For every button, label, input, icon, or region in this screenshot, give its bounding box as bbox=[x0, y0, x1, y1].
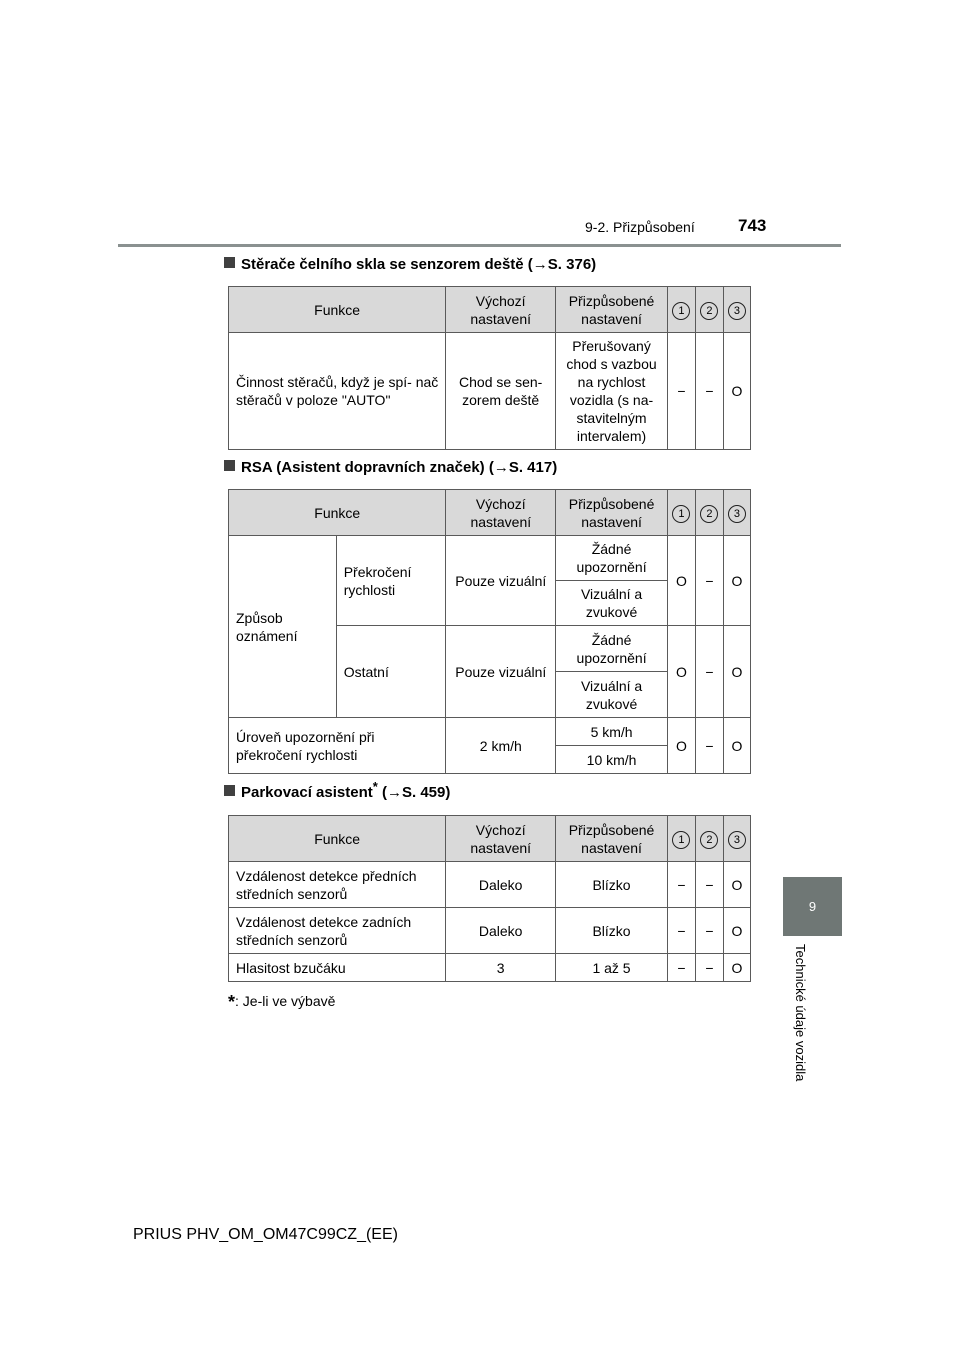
cell-c1: − bbox=[667, 333, 695, 450]
section-title-rsa: RSA (Asistent dopravních značek) (→S. 417) bbox=[224, 459, 557, 476]
table-rsa bbox=[228, 489, 751, 774]
col-2 bbox=[695, 490, 723, 536]
col-3 bbox=[723, 816, 750, 862]
cell-c1: O bbox=[668, 626, 696, 718]
col-funkce: Funkce bbox=[229, 287, 446, 333]
circled-2-icon: 2 bbox=[700, 505, 718, 523]
table-header-row bbox=[229, 490, 751, 536]
circled-3-icon: 3 bbox=[728, 302, 746, 320]
cell-vychozi: 3 bbox=[446, 954, 556, 982]
cell-c3: O bbox=[723, 908, 750, 954]
cell-group-label: Způsob oznámení bbox=[229, 536, 337, 718]
cell-option: 10 km/h bbox=[556, 746, 668, 774]
cell-c3: O bbox=[723, 626, 750, 718]
table-wipers bbox=[228, 286, 751, 450]
cell-vychozi: 2 km/h bbox=[446, 718, 556, 774]
section-title-wipers: Stěrače čelního skla se senzorem deště (→S. 376) bbox=[224, 256, 596, 273]
cell-c1: O bbox=[668, 536, 696, 626]
col-2 bbox=[695, 287, 723, 333]
cell-option: Žádné upozornění bbox=[556, 626, 668, 672]
cell-c1: − bbox=[667, 908, 695, 954]
col-2 bbox=[695, 816, 723, 862]
cell-vychozi: Daleko bbox=[446, 908, 556, 954]
cell-c3: O bbox=[723, 862, 750, 908]
circled-1-icon: 1 bbox=[672, 302, 690, 320]
cell-sub-label: Ostatní bbox=[336, 626, 446, 718]
cell-funkce: Činnost stěračů, když je spí- nač stěračů v poloze "AUTO" bbox=[229, 333, 446, 450]
cell-c3: O bbox=[723, 954, 750, 982]
cell-c2: − bbox=[695, 908, 723, 954]
cell-c2: − bbox=[695, 333, 723, 450]
col-funkce: Funkce bbox=[229, 816, 446, 862]
col-1 bbox=[667, 287, 695, 333]
cell-c2: − bbox=[695, 718, 723, 774]
col-prizpusobene: Přizpůsobené nastavení bbox=[556, 816, 668, 862]
cell-c2: − bbox=[695, 954, 723, 982]
chapter-label: Technické údaje vozidla bbox=[793, 944, 808, 1082]
cell-option: Vizuální a zvukové bbox=[556, 672, 668, 718]
footnote-star: * bbox=[372, 779, 378, 794]
cell-funkce: Vzdálenost detekce předních středních senzorů bbox=[229, 862, 446, 908]
footnote: *: Je-li ve výbavě bbox=[228, 992, 336, 1012]
bullet-square-icon bbox=[224, 785, 235, 796]
cell-vychozi: Chod se sen- zorem deště bbox=[446, 333, 556, 450]
page-number: 743 bbox=[738, 216, 767, 235]
footer-model-code: PRIUS PHV_OM_OM47C99CZ_(EE) bbox=[133, 1226, 398, 1243]
col-prizpusobene: Přizpůsobené nastavení bbox=[556, 287, 668, 333]
col-vychozi: Výchozí nastavení bbox=[446, 816, 556, 862]
table-row bbox=[229, 908, 751, 954]
header-divider bbox=[118, 244, 841, 247]
table-row bbox=[229, 536, 751, 581]
bullet-square-icon bbox=[224, 460, 235, 471]
bullet-square-icon bbox=[224, 257, 235, 268]
cell-vychozi: Pouze vizuální bbox=[446, 626, 556, 718]
cell-prizpusobene: Blízko bbox=[556, 908, 668, 954]
col-funkce: Funkce bbox=[229, 490, 446, 536]
section-heading: 9-2. Přizpůsobení bbox=[585, 219, 695, 235]
footnote-star: * bbox=[228, 992, 236, 1012]
cell-option: Žádné upozornění bbox=[556, 536, 668, 581]
cell-funkce: Vzdálenost detekce zadních středních senzorů bbox=[229, 908, 446, 954]
cell-vychozi: Pouze vizuální bbox=[446, 536, 556, 626]
cell-option: Vizuální a zvukové bbox=[556, 581, 668, 626]
cell-prizpusobene: Přerušovaný chod s vazbou na rychlost vozidla (s na- stavitelným intervalem) bbox=[556, 333, 668, 450]
circled-1-icon: 1 bbox=[672, 505, 690, 523]
table-row bbox=[229, 862, 751, 908]
col-vychozi: Výchozí nastavení bbox=[446, 490, 556, 536]
cell-c3: O bbox=[723, 536, 750, 626]
cell-sub-label: Překročení rychlosti bbox=[336, 536, 446, 626]
table-header-row bbox=[229, 287, 751, 333]
cell-prizpusobene: Blízko bbox=[556, 862, 668, 908]
cell-c3: O bbox=[723, 333, 750, 450]
table-parking bbox=[228, 815, 751, 982]
circled-3-icon: 3 bbox=[728, 505, 746, 523]
section-title-parking: Parkovací asistent* (→S. 459) bbox=[224, 784, 450, 801]
cell-funkce: Hlasitost bzučáku bbox=[229, 954, 446, 982]
circled-3-icon: 3 bbox=[728, 831, 746, 849]
cell-c2: − bbox=[695, 862, 723, 908]
cell-c1: O bbox=[668, 718, 696, 774]
col-3 bbox=[723, 287, 750, 333]
cell-c2: − bbox=[695, 626, 723, 718]
cell-vychozi: Daleko bbox=[446, 862, 556, 908]
col-vychozi: Výchozí nastavení bbox=[446, 287, 556, 333]
cell-option: 5 km/h bbox=[556, 718, 668, 746]
table-header-row bbox=[229, 816, 751, 862]
cell-c2: − bbox=[695, 536, 723, 626]
circled-2-icon: 2 bbox=[700, 302, 718, 320]
col-1 bbox=[668, 490, 696, 536]
col-1 bbox=[667, 816, 695, 862]
cell-funkce: Úroveň upozornění při překročení rychlosti bbox=[229, 718, 446, 774]
circled-1-icon: 1 bbox=[672, 831, 690, 849]
chapter-tab[interactable]: 9 bbox=[783, 877, 842, 936]
table-row bbox=[229, 333, 751, 450]
col-prizpusobene: Přizpůsobené nastavení bbox=[556, 490, 668, 536]
cell-c1: − bbox=[667, 862, 695, 908]
col-3 bbox=[723, 490, 750, 536]
cell-c1: − bbox=[667, 954, 695, 982]
circled-2-icon: 2 bbox=[700, 831, 718, 849]
cell-prizpusobene: 1 až 5 bbox=[556, 954, 668, 982]
cell-c3: O bbox=[723, 718, 750, 774]
table-row bbox=[229, 954, 751, 982]
table-row bbox=[229, 718, 751, 746]
